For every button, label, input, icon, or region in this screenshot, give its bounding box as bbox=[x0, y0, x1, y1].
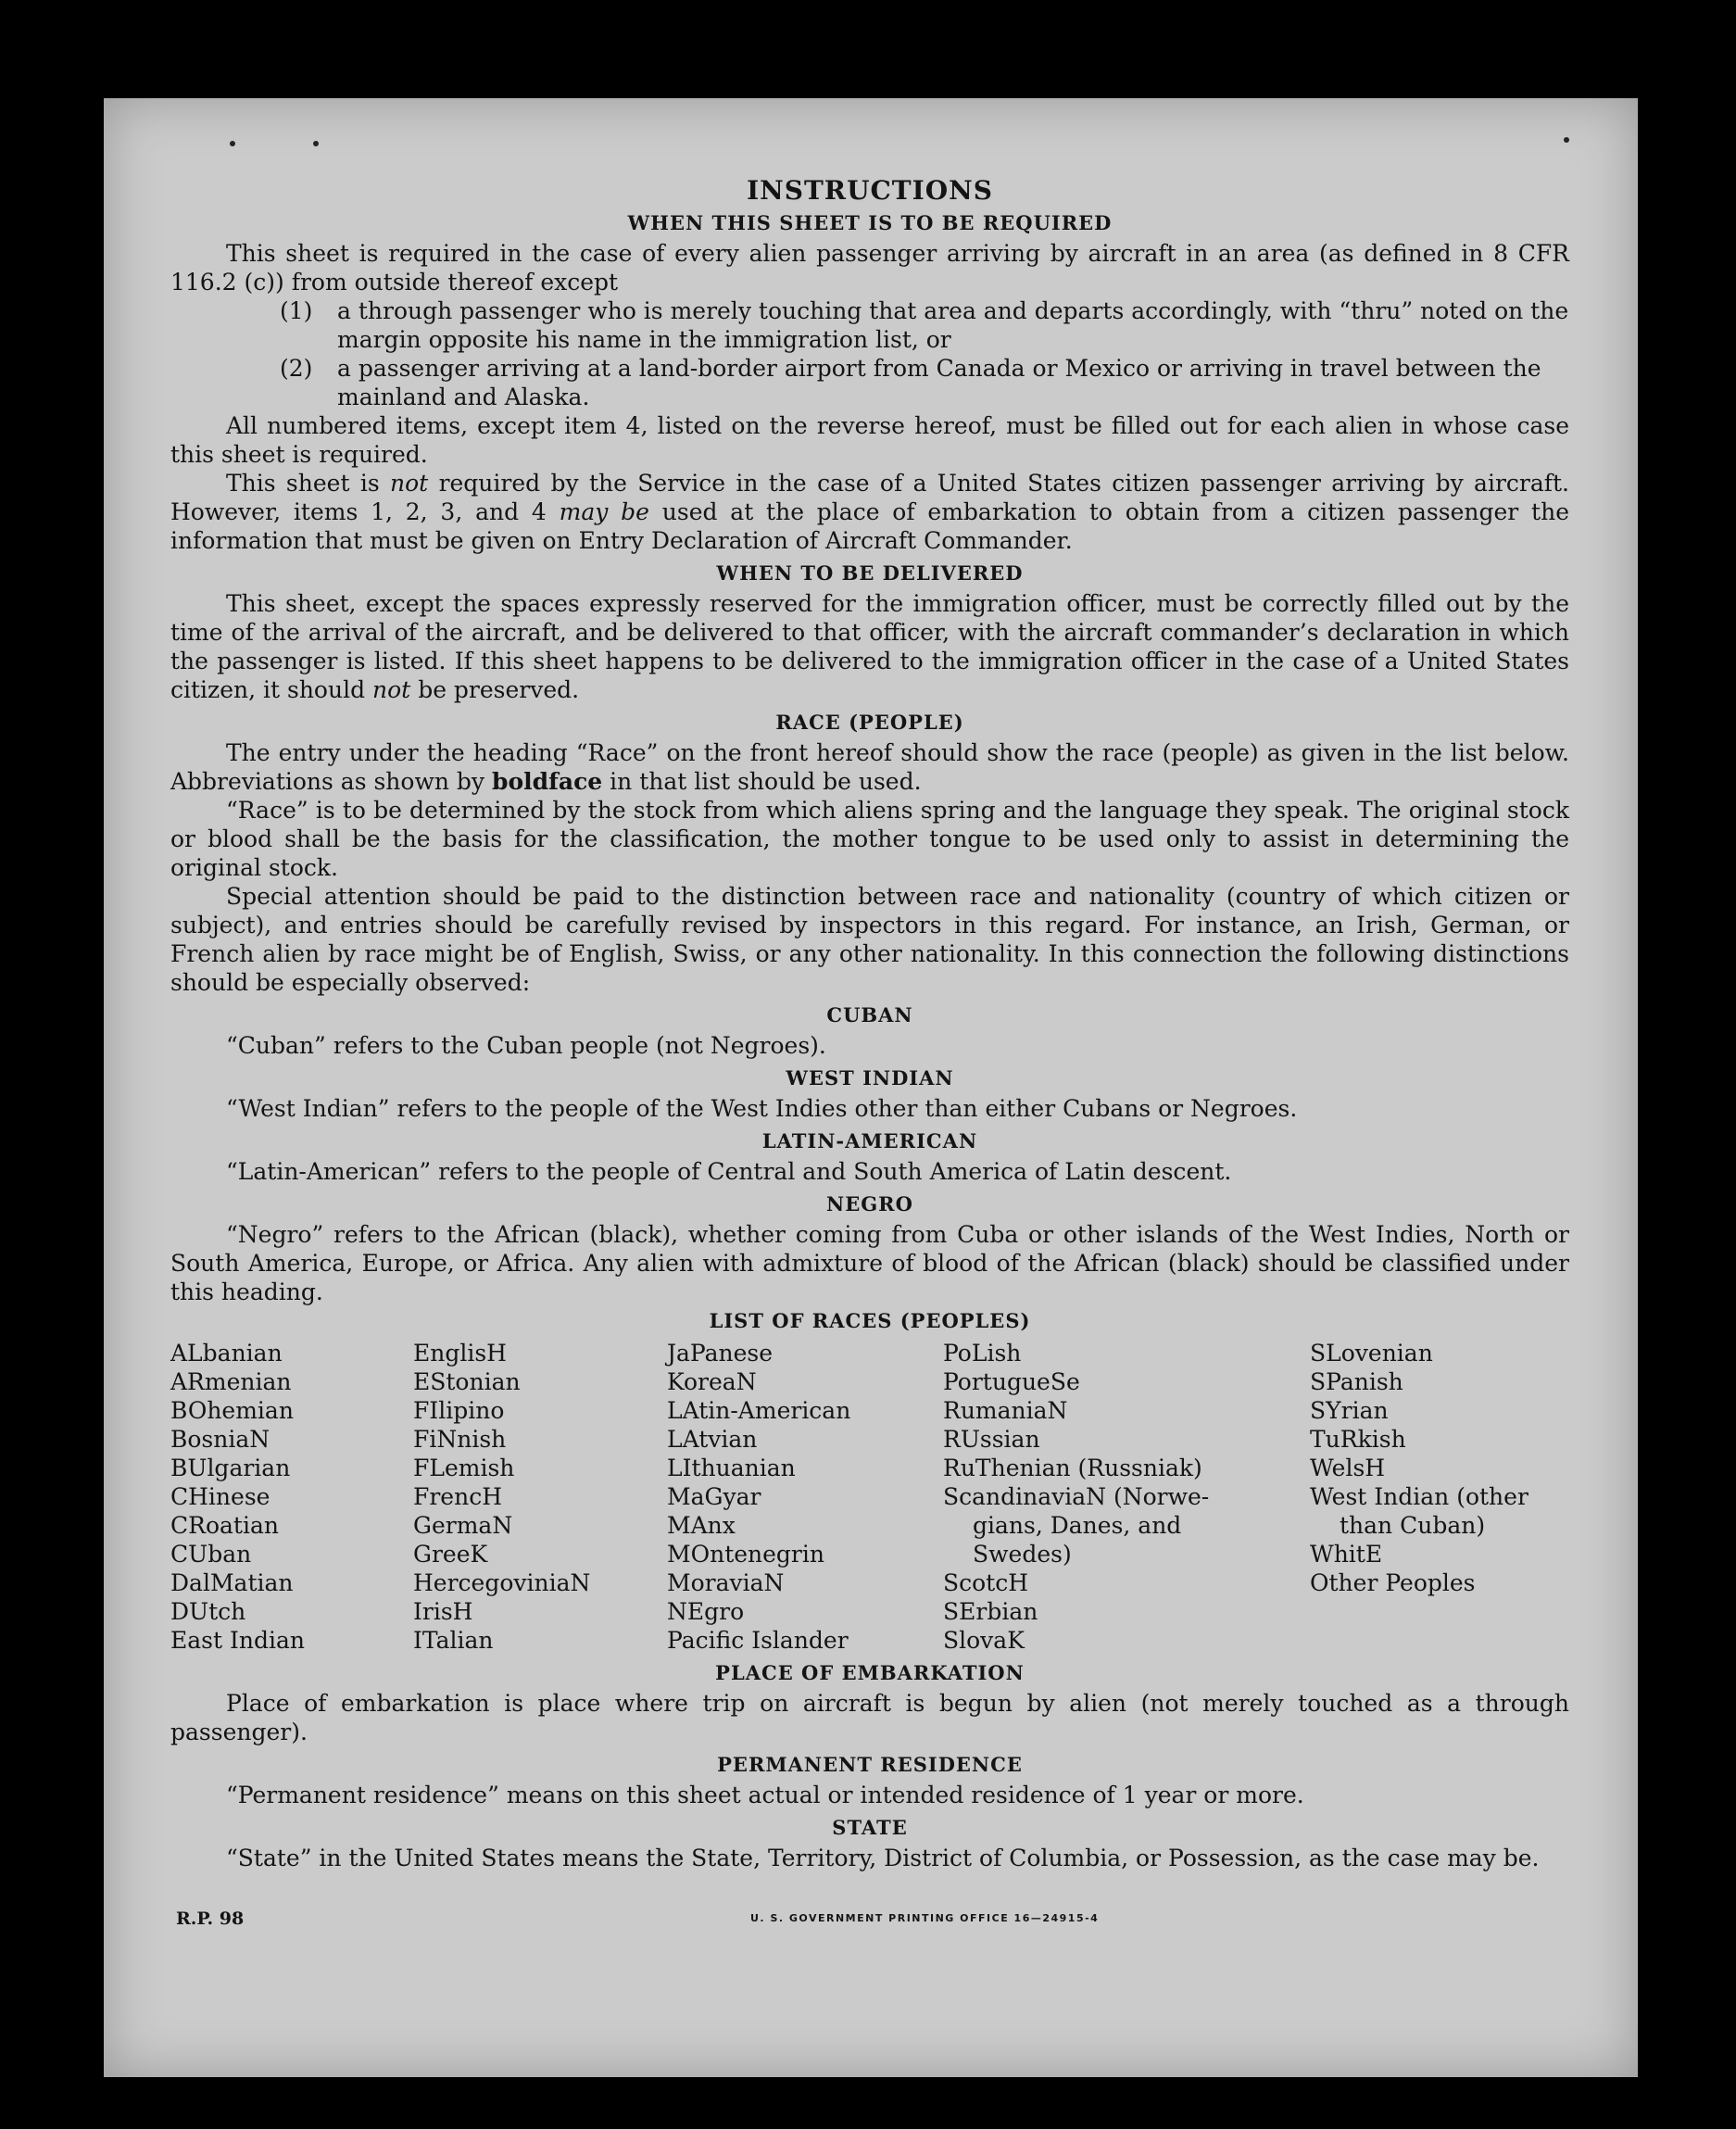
section-heading-negro: NEGRO bbox=[826, 1192, 913, 1216]
punch-dot bbox=[1564, 137, 1569, 143]
page-title: INSTRUCTIONS bbox=[747, 175, 993, 206]
printer-imprint: U. S. GOVERNMENT PRINTING OFFICE 16—24915-4 bbox=[750, 1912, 1100, 1924]
race-column bbox=[413, 1339, 667, 1655]
race-entry: HercegoviniaN bbox=[413, 1569, 591, 1596]
west-indian-text: “West Indian” refers to the people of the West Indies other than either Cubans or Negroes. bbox=[226, 1095, 1298, 1122]
race-entry: GermaN bbox=[413, 1512, 513, 1539]
race-entry: JaPanese bbox=[667, 1340, 774, 1367]
race-entry: BosniaN bbox=[170, 1426, 270, 1453]
embarkation-text: Place of embarkation is place where trip on aircraft is begun by alien (not merely touched as a through passenger). bbox=[170, 1690, 1569, 1745]
race-entry: FLemish bbox=[413, 1455, 515, 1481]
race-column bbox=[667, 1339, 943, 1655]
document-page bbox=[104, 98, 1638, 2077]
race-entry: DUtch bbox=[170, 1598, 246, 1625]
latin-american-text: “Latin-American” refers to the people of Central and South America of Latin descent. bbox=[226, 1158, 1232, 1185]
exception-text: a passenger arriving at a land-border airport from Canada or Mexico or arriving in travel between the mainland and Alaska. bbox=[337, 355, 1541, 410]
race-entry: ScotcH bbox=[943, 1569, 1029, 1596]
race-entry: GreeK bbox=[413, 1541, 488, 1568]
race-column bbox=[1310, 1339, 1569, 1655]
race-entry: SPanish bbox=[1310, 1368, 1403, 1395]
race-column bbox=[170, 1339, 413, 1655]
race-entry-continued: than Cuban) bbox=[1340, 1512, 1486, 1539]
section-heading-cuban: CUBAN bbox=[826, 1003, 913, 1027]
race-entry: West Indian (other bbox=[1310, 1483, 1528, 1510]
exception-item bbox=[280, 296, 1569, 354]
form-number: R.P. 98 bbox=[176, 1909, 245, 1929]
punch-dot bbox=[230, 141, 235, 146]
race-entry: LIthuanian bbox=[667, 1455, 796, 1481]
race-entry: ARmenian bbox=[170, 1368, 292, 1395]
numbered-items-text: All numbered items, except item 4, listed on the reverse hereof, must be filled out for each alien in whose case this sheet is required. bbox=[170, 412, 1569, 468]
cuban-text: “Cuban” refers to the Cuban people (not Negroes). bbox=[226, 1032, 826, 1059]
races-list bbox=[170, 1339, 1569, 1655]
race-entry: FIlipino bbox=[413, 1397, 505, 1424]
race-entry: TuRkish bbox=[1310, 1426, 1406, 1453]
race-entry: NEgro bbox=[667, 1598, 745, 1625]
exception-text: a through passenger who is merely touching that area and departs accordingly, with “thru” noted on the margin opposite his name in the immigration list, or bbox=[337, 297, 1569, 353]
race-text-1: The entry under the heading “Race” on the front hereof should show the race (people) as given in the list below. Abbreviations as shown by boldface in that list should be used. bbox=[170, 739, 1569, 795]
race-entry: MoraviaN bbox=[667, 1569, 785, 1596]
race-entry: East Indian bbox=[170, 1627, 305, 1654]
section-heading-race: RACE (PEOPLE) bbox=[775, 711, 964, 734]
punch-dot bbox=[313, 141, 319, 146]
race-entry: MAnx bbox=[667, 1512, 736, 1539]
section-heading-latin-american: LATIN-AMERICAN bbox=[761, 1129, 978, 1153]
race-entry: LAtin-American bbox=[667, 1397, 851, 1424]
race-entry: CRoatian bbox=[170, 1512, 279, 1539]
race-entry: PoLish bbox=[943, 1340, 1022, 1367]
exceptions-list bbox=[170, 296, 1569, 411]
race-entry-continued: Swedes) bbox=[973, 1541, 1072, 1568]
race-entry: RuThenian (Russniak) bbox=[943, 1455, 1202, 1481]
race-entry: Other Peoples bbox=[1310, 1569, 1476, 1596]
race-entry: EnglisH bbox=[413, 1340, 507, 1367]
page-footer bbox=[176, 1909, 1566, 1936]
race-entry: CUban bbox=[170, 1541, 252, 1568]
section-heading-required: WHEN THIS SHEET IS TO BE REQUIRED bbox=[627, 211, 1113, 234]
exception-number: (1) bbox=[280, 297, 313, 324]
section-heading-races-list: LIST OF RACES (PEOPLES) bbox=[709, 1309, 1031, 1332]
race-entry: RumaniaN bbox=[943, 1397, 1068, 1424]
section-heading-delivered: WHEN TO BE DELIVERED bbox=[716, 561, 1024, 585]
race-entry: FiNnish bbox=[413, 1426, 507, 1453]
section-heading-residence: PERMANENT RESIDENCE bbox=[717, 1753, 1023, 1776]
state-text: “State” in the United States means the State, Territory, District of Columbia, or Possession, as the case may be. bbox=[226, 1845, 1540, 1871]
race-entry: BUlgarian bbox=[170, 1455, 291, 1481]
delivered-text: This sheet, except the spaces expressly reserved for the immigration officer, must be correctly filled out by the time of the arrival of the aircraft, and be delivered to that officer, with the aircraft commander’s declaration in which the passenger is listed. If this sheet happens to be delivered to the immigration officer in the case of a United States citizen, it should not be preserved. bbox=[170, 590, 1569, 703]
section-heading-embarkation: PLACE OF EMBARKATION bbox=[715, 1661, 1025, 1684]
race-entry: WelsH bbox=[1310, 1455, 1386, 1481]
race-entry: ScandinaviaN (Norwe- bbox=[943, 1483, 1210, 1510]
section-heading-state: STATE bbox=[832, 1816, 908, 1839]
instructions-content bbox=[170, 176, 1569, 1872]
race-column bbox=[943, 1339, 1310, 1655]
race-entry: RUssian bbox=[943, 1426, 1040, 1453]
exception-item bbox=[280, 354, 1569, 411]
race-entry: Pacific Islander bbox=[667, 1627, 849, 1654]
citizen-text: This sheet is not required by the Service in the case of a United States citizen passenger arriving by aircraft. However, items 1, 2, 3, and 4 may be used at the place of embarkation to obtain from a citizen passenger the information that must be given on Entry Declaration of Aircraft Commander. bbox=[170, 470, 1570, 554]
race-entry: EStonian bbox=[413, 1368, 521, 1395]
race-entry-continued: gians, Danes, and bbox=[973, 1512, 1182, 1539]
race-entry: ITalian bbox=[413, 1627, 494, 1654]
race-entry: SlovaK bbox=[943, 1627, 1025, 1654]
race-entry: DalMatian bbox=[170, 1569, 294, 1596]
residence-text: “Permanent residence” means on this sheet actual or intended residence of 1 year or more. bbox=[226, 1782, 1304, 1808]
race-entry: CHinese bbox=[170, 1483, 270, 1510]
race-entry: ALbanian bbox=[170, 1340, 283, 1367]
race-entry: SLovenian bbox=[1310, 1340, 1433, 1367]
required-intro: This sheet is required in the case of every alien passenger arriving by aircraft in an area (as defined in 8 CFR 116.2 (c)) from outside thereof except bbox=[170, 240, 1569, 296]
race-entry: MaGyar bbox=[667, 1483, 761, 1510]
race-entry: LAtvian bbox=[667, 1426, 758, 1453]
race-entry: BOhemian bbox=[170, 1397, 294, 1424]
negro-text: “Negro” refers to the African (black), whether coming from Cuba or other islands of the West Indies, North or South America, Europe, or Africa. Any alien with admixture of blood of the African (black) should be classified under this heading. bbox=[170, 1221, 1569, 1305]
race-entry: KoreaN bbox=[667, 1368, 757, 1395]
race-entry: MOntenegrin bbox=[667, 1541, 824, 1568]
exception-number: (2) bbox=[280, 355, 313, 382]
race-entry: IrisH bbox=[413, 1598, 473, 1625]
section-heading-west-indian: WEST INDIAN bbox=[786, 1066, 954, 1090]
race-entry: SErbian bbox=[943, 1598, 1038, 1625]
race-entry: SYrian bbox=[1310, 1397, 1389, 1424]
race-entry: PortugueSe bbox=[943, 1368, 1080, 1395]
race-text-3: Special attention should be paid to the distinction between race and nationality (country of which citizen or subject), and entries should be carefully revised by inspectors in this regard. For instance, an Irish, German, or French alien by race might be of English, Swiss, or any other nationality. In this connection the following distinctions should be especially observed: bbox=[170, 883, 1569, 996]
race-entry: FrencH bbox=[413, 1483, 502, 1510]
race-entry: WhitE bbox=[1310, 1541, 1383, 1568]
race-text-2: “Race” is to be determined by the stock from which aliens spring and the language they speak. The original stock or blood shall be the basis for the classification, the mother tongue to be used only to assist in determining the original stock. bbox=[170, 797, 1569, 881]
